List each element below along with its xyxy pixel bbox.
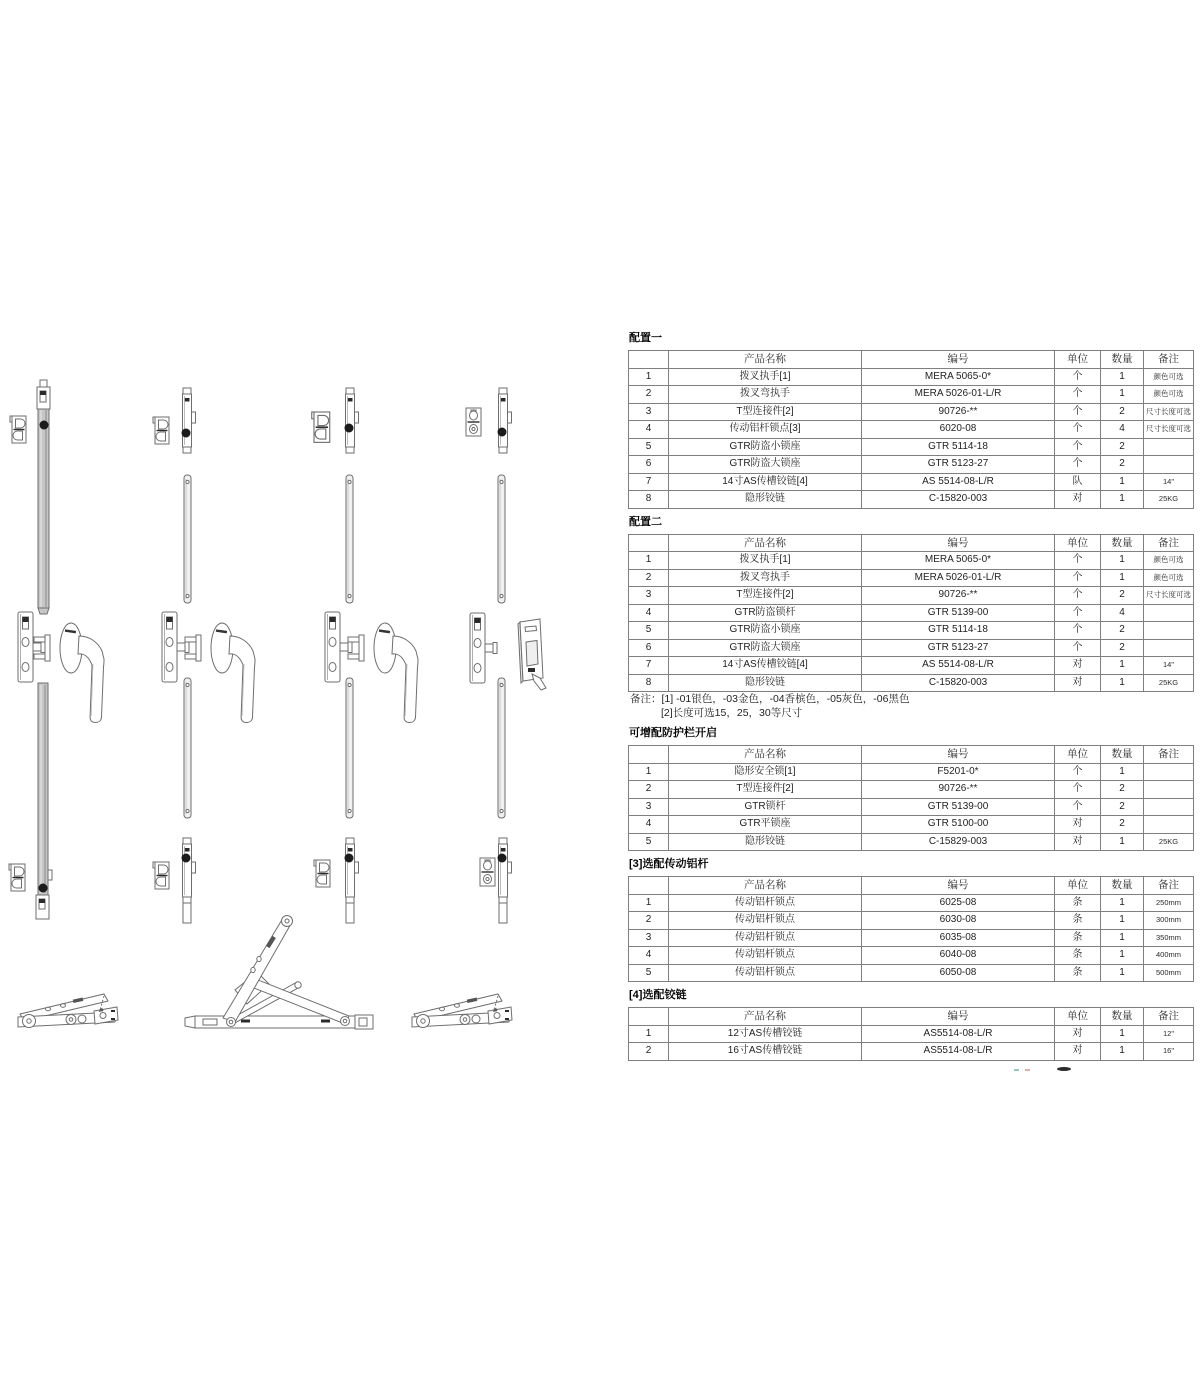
parts-table-optional-rod xyxy=(628,876,1194,982)
table-cell: 14" xyxy=(1144,657,1194,675)
table-cell: MERA 5065-0* xyxy=(862,552,1055,570)
table-cell: 个 xyxy=(1055,386,1101,404)
table-cell: 尺寸长度可选 xyxy=(1144,587,1194,605)
table-cell: 1 xyxy=(1101,894,1144,912)
table-cell: T型连接件[2] xyxy=(669,781,862,799)
table-cell: 2 xyxy=(629,781,669,799)
table-cell: 对 xyxy=(1055,491,1101,509)
table-cell: 5 xyxy=(629,833,669,851)
table-cell: 个 xyxy=(1055,421,1101,439)
table-row xyxy=(629,386,1194,404)
scan-artifact-dark xyxy=(1057,1067,1071,1071)
table-cell: 3 xyxy=(629,587,669,605)
hardware-drawings xyxy=(0,360,590,1100)
section-title: 可增配防护栏开启 xyxy=(629,727,717,739)
table-cell: 对 xyxy=(1055,833,1101,851)
table-cell: 传动铝杆锁点 xyxy=(669,894,862,912)
table-cell: 2 xyxy=(629,386,669,404)
table-cell: 传动铝杆锁点 xyxy=(669,912,862,930)
column-header: 产品名称 xyxy=(669,534,862,552)
table-cell: 25KG xyxy=(1144,491,1194,509)
table-cell: C-15820-003 xyxy=(862,674,1055,692)
table-cell: 16" xyxy=(1144,1043,1194,1061)
table-cell xyxy=(1144,639,1194,657)
table-cell: 拨叉执手[1] xyxy=(669,368,862,386)
lock-keeper-icon xyxy=(9,864,25,891)
table-cell: 12寸AS传槽铰链 xyxy=(669,1025,862,1043)
table-cell: 90726-** xyxy=(862,587,1055,605)
table-cell: 2 xyxy=(1101,622,1144,640)
table-cell: 350mm xyxy=(1144,929,1194,947)
table-cell: 6035-08 xyxy=(862,929,1055,947)
table-cell: 16寸AS传槽铰链 xyxy=(669,1043,862,1061)
table-cell xyxy=(1144,456,1194,474)
table-cell: 对 xyxy=(1055,674,1101,692)
parts-table-optional-hinge xyxy=(628,1007,1194,1061)
column-header: 产品名称 xyxy=(669,877,862,895)
lock-keeper-icon xyxy=(314,860,330,887)
table-cell: T型连接件[2] xyxy=(669,403,862,421)
table-row xyxy=(629,421,1194,439)
column-header: 单位 xyxy=(1055,534,1101,552)
table-cell xyxy=(1144,781,1194,799)
table-row xyxy=(629,622,1194,640)
espagnolette-icon xyxy=(499,838,512,903)
table-cell: GTR防盗小锁座 xyxy=(669,622,862,640)
table-row xyxy=(629,1025,1194,1043)
table-cell: 传动铝杆锁点 xyxy=(669,947,862,965)
connector-strip-icon xyxy=(346,678,353,818)
section-title: 配置一 xyxy=(629,332,662,344)
table-cell: 400mm xyxy=(1144,947,1194,965)
connector-strip-icon xyxy=(498,678,505,818)
connector-strip-icon xyxy=(346,475,353,603)
table-row xyxy=(629,929,1194,947)
column-header xyxy=(629,746,669,764)
section-title: [4]选配铰链 xyxy=(629,989,687,1001)
assembly-column-2 xyxy=(153,388,255,923)
table-cell: GTR锁杆 xyxy=(669,798,862,816)
parts-table-guard-rail xyxy=(628,745,1194,851)
table-cell xyxy=(1144,604,1194,622)
table-cell: 1 xyxy=(1101,947,1144,965)
table-cell: 对 xyxy=(1055,1043,1101,1061)
column-header xyxy=(629,351,669,369)
drive-rod-icon xyxy=(37,380,50,614)
table-cell: 颜色可选 xyxy=(1144,569,1194,587)
table-cell: GTR 5114-18 xyxy=(862,622,1055,640)
espagnolette-icon xyxy=(183,388,196,453)
section-guard-rail xyxy=(628,727,1194,851)
table-row xyxy=(629,587,1194,605)
column-header: 数量 xyxy=(1101,1008,1144,1026)
table-cell: 4 xyxy=(629,604,669,622)
column-header: 数量 xyxy=(1101,746,1144,764)
window-handle-icon xyxy=(185,623,255,723)
table-cell: 4 xyxy=(629,947,669,965)
table-cell: AS5514-08-L/R xyxy=(862,1025,1055,1043)
table-cell: 500mm xyxy=(1144,964,1194,982)
table-cell: 2 xyxy=(1101,798,1144,816)
table-cell: 7 xyxy=(629,657,669,675)
friction-hinge-folded-left-icon xyxy=(18,994,118,1028)
table-cell: 2 xyxy=(1101,456,1144,474)
column-header: 数量 xyxy=(1101,877,1144,895)
column-header: 备注 xyxy=(1144,746,1194,764)
column-header xyxy=(629,534,669,552)
section-config-1 xyxy=(628,332,1194,509)
column-header xyxy=(629,1008,669,1026)
lock-body-icon xyxy=(162,612,189,682)
table-cell: 1 xyxy=(1101,569,1144,587)
table-cell xyxy=(1144,438,1194,456)
table-row xyxy=(629,491,1194,509)
column-header: 单位 xyxy=(1055,1008,1101,1026)
header-row xyxy=(629,351,1194,369)
table-row xyxy=(629,894,1194,912)
table-cell: 12" xyxy=(1144,1025,1194,1043)
table-cell: 隐形铰链 xyxy=(669,674,862,692)
table-cell: 2 xyxy=(1101,403,1144,421)
table-cell: MERA 5026-01-L/R xyxy=(862,386,1055,404)
table-row xyxy=(629,473,1194,491)
column-header: 备注 xyxy=(1144,534,1194,552)
table-cell: 个 xyxy=(1055,763,1101,781)
table-cell: 3 xyxy=(629,403,669,421)
lock-keeper-icon xyxy=(466,408,481,436)
table-cell: 2 xyxy=(1101,587,1144,605)
table-cell: 个 xyxy=(1055,552,1101,570)
table-cell: 2 xyxy=(629,1043,669,1061)
table-row xyxy=(629,403,1194,421)
table-cell: 传动铝杆锁点 xyxy=(669,929,862,947)
table-cell: AS5514-08-L/R xyxy=(862,1043,1055,1061)
drive-rod-lower-icon xyxy=(36,683,52,919)
table-row xyxy=(629,657,1194,675)
table-cell: 4 xyxy=(1101,604,1144,622)
column-header: 编号 xyxy=(862,1008,1055,1026)
footnote-line: 备注：[1] -01银色，-03金色，-04香槟色，-05灰色，-06黑色 xyxy=(630,693,910,705)
espagnolette-icon xyxy=(346,388,359,453)
table-cell: 2 xyxy=(629,569,669,587)
table-cell: 个 xyxy=(1055,798,1101,816)
table-cell: 尺寸长度可选 xyxy=(1144,403,1194,421)
column-header: 备注 xyxy=(1144,351,1194,369)
table-cell: GTR 5123-27 xyxy=(862,639,1055,657)
table-cell: 5 xyxy=(629,622,669,640)
table-cell: F5201-0* xyxy=(862,763,1055,781)
table-cell: MERA 5026-01-L/R xyxy=(862,569,1055,587)
table-cell: C-15820-003 xyxy=(862,491,1055,509)
table-cell: 1 xyxy=(1101,964,1144,982)
connector-strip-icon xyxy=(184,475,191,603)
table-row xyxy=(629,912,1194,930)
table-cell: 尺寸长度可选 xyxy=(1144,421,1194,439)
table-cell: GTR防盗小锁座 xyxy=(669,438,862,456)
table-cell: 传动铝杆锁点 xyxy=(669,964,862,982)
table-cell: 拨叉弯执手 xyxy=(669,569,862,587)
lock-keeper-icon xyxy=(10,416,26,443)
table-row xyxy=(629,456,1194,474)
table-cell: 条 xyxy=(1055,947,1101,965)
lock-keeper-icon xyxy=(480,858,495,886)
table-row xyxy=(629,781,1194,799)
column-header: 单位 xyxy=(1055,877,1101,895)
table-cell: GTR 5123-27 xyxy=(862,456,1055,474)
assembly-column-4 xyxy=(466,388,546,923)
table-cell: 1 xyxy=(1101,473,1144,491)
table-cell: GTR防盗大锁座 xyxy=(669,456,862,474)
table-cell: 个 xyxy=(1055,587,1101,605)
table-cell: 1 xyxy=(1101,657,1144,675)
table-cell: 对 xyxy=(1055,657,1101,675)
table-cell: 隐形铰链 xyxy=(669,491,862,509)
table-row xyxy=(629,604,1194,622)
column-header: 备注 xyxy=(1144,1008,1194,1026)
table-cell: 拨叉执手[1] xyxy=(669,552,862,570)
table-cell: 6 xyxy=(629,639,669,657)
table-cell: GTR 5100-00 xyxy=(862,816,1055,834)
table-cell: 6 xyxy=(629,456,669,474)
footnotes xyxy=(630,693,1194,720)
connector-strip-icon xyxy=(184,678,191,818)
table-cell: 1 xyxy=(629,368,669,386)
parts-table-config-1 xyxy=(628,350,1194,509)
section-title: [3]选配传动铝杆 xyxy=(629,858,709,870)
table-cell xyxy=(1144,622,1194,640)
lock-body-icon xyxy=(18,612,45,682)
table-cell: 5 xyxy=(629,438,669,456)
table-cell: T型连接件[2] xyxy=(669,587,862,605)
column-header: 单位 xyxy=(1055,746,1101,764)
assembly-column-3 xyxy=(312,388,418,923)
table-cell: 1 xyxy=(629,1025,669,1043)
table-cell xyxy=(1144,816,1194,834)
scan-artifact-green xyxy=(1014,1069,1019,1071)
table-cell: 3 xyxy=(629,929,669,947)
header-row xyxy=(629,746,1194,764)
table-cell: 4 xyxy=(629,816,669,834)
table-cell: 1 xyxy=(1101,552,1144,570)
friction-hinge-folded-right-icon xyxy=(412,994,512,1028)
connector-strip-icon xyxy=(498,475,505,603)
table-cell: 个 xyxy=(1055,456,1101,474)
parts-table-config-2 xyxy=(628,534,1194,693)
table-cell: 1 xyxy=(1101,912,1144,930)
column-header: 数量 xyxy=(1101,534,1144,552)
table-row xyxy=(629,763,1194,781)
column-header: 编号 xyxy=(862,351,1055,369)
table-cell: 隐形安全锁[1] xyxy=(669,763,862,781)
column-header: 编号 xyxy=(862,534,1055,552)
table-cell: 个 xyxy=(1055,622,1101,640)
column-header: 编号 xyxy=(862,877,1055,895)
table-cell: GTR 5139-00 xyxy=(862,798,1055,816)
table-cell: 25KG xyxy=(1144,833,1194,851)
table-cell: 颜色可选 xyxy=(1144,368,1194,386)
table-cell: 个 xyxy=(1055,403,1101,421)
table-row xyxy=(629,438,1194,456)
column-header: 数量 xyxy=(1101,351,1144,369)
table-row xyxy=(629,569,1194,587)
table-cell: 1 xyxy=(1101,763,1144,781)
table-cell: 1 xyxy=(1101,1025,1144,1043)
table-cell: 1 xyxy=(1101,491,1144,509)
table-cell: 条 xyxy=(1055,964,1101,982)
table-cell: 250mm xyxy=(1144,894,1194,912)
table-cell: GTR防盗大锁座 xyxy=(669,639,862,657)
column-header: 产品名称 xyxy=(669,746,862,764)
table-cell: 1 xyxy=(1101,368,1144,386)
table-cell: 颜色可选 xyxy=(1144,386,1194,404)
table-row xyxy=(629,639,1194,657)
table-cell: 个 xyxy=(1055,781,1101,799)
table-cell: 1 xyxy=(1101,833,1144,851)
scan-artifact-red xyxy=(1025,1069,1030,1071)
table-cell: 2 xyxy=(629,912,669,930)
table-cell: GTR平锁座 xyxy=(669,816,862,834)
table-cell xyxy=(1144,763,1194,781)
table-cell: 4 xyxy=(1101,421,1144,439)
table-cell: AS 5514-08-L/R xyxy=(862,657,1055,675)
table-cell: 3 xyxy=(629,798,669,816)
table-cell: 个 xyxy=(1055,438,1101,456)
table-cell: 14寸AS传槽铰链[4] xyxy=(669,657,862,675)
table-cell: 队 xyxy=(1055,473,1101,491)
table-row xyxy=(629,368,1194,386)
table-cell: 条 xyxy=(1055,894,1101,912)
table-row xyxy=(629,1043,1194,1061)
table-cell: 对 xyxy=(1055,816,1101,834)
table-cell: 1 xyxy=(629,763,669,781)
column-header: 产品名称 xyxy=(669,1008,862,1026)
header-row xyxy=(629,1008,1194,1026)
column-header: 编号 xyxy=(862,746,1055,764)
footnote-line: [2]长度可选15，25，30等尺寸 xyxy=(661,706,803,719)
espagnolette-icon xyxy=(499,388,512,453)
column-header: 单位 xyxy=(1055,351,1101,369)
table-row xyxy=(629,816,1194,834)
table-cell: GTR 5139-00 xyxy=(862,604,1055,622)
table-cell: 个 xyxy=(1055,639,1101,657)
table-cell: 6025-08 xyxy=(862,894,1055,912)
lock-keeper-icon xyxy=(153,862,169,889)
table-cell: 2 xyxy=(1101,438,1144,456)
espagnolette-icon xyxy=(346,838,359,903)
column-header xyxy=(629,877,669,895)
table-cell: 5 xyxy=(629,964,669,982)
table-cell: 对 xyxy=(1055,1025,1101,1043)
table-cell: 90726-** xyxy=(862,781,1055,799)
table-cell: 隐形铰链 xyxy=(669,833,862,851)
table-cell: 1 xyxy=(1101,929,1144,947)
table-cell xyxy=(1144,798,1194,816)
column-header: 备注 xyxy=(1144,877,1194,895)
table-row xyxy=(629,964,1194,982)
table-cell: 1 xyxy=(1101,674,1144,692)
table-row xyxy=(629,833,1194,851)
table-cell: 个 xyxy=(1055,368,1101,386)
table-cell: 6050-08 xyxy=(862,964,1055,982)
column-header: 产品名称 xyxy=(669,351,862,369)
table-cell: 8 xyxy=(629,491,669,509)
table-cell: 300mm xyxy=(1144,912,1194,930)
table-cell: 2 xyxy=(1101,816,1144,834)
table-cell: 传动铝杆锁点[3] xyxy=(669,421,862,439)
header-row xyxy=(629,534,1194,552)
table-cell: C-15829-003 xyxy=(862,833,1055,851)
table-cell: 90726-** xyxy=(862,403,1055,421)
table-cell: AS 5514-08-L/R xyxy=(862,473,1055,491)
table-cell: 6020-08 xyxy=(862,421,1055,439)
lock-body-icon xyxy=(470,613,497,683)
table-cell: 7 xyxy=(629,473,669,491)
table-cell: 颜色可选 xyxy=(1144,552,1194,570)
table-cell: 拨叉弯执手 xyxy=(669,386,862,404)
table-cell: GTR 5114-18 xyxy=(862,438,1055,456)
table-cell: 14寸AS传槽铰链[4] xyxy=(669,473,862,491)
flush-handle-icon xyxy=(518,619,546,690)
table-cell: 1 xyxy=(1101,386,1144,404)
section-optional-hinge xyxy=(628,989,1194,1061)
section-title: 配置二 xyxy=(629,515,662,528)
table-cell: MERA 5065-0* xyxy=(862,368,1055,386)
table-cell: 2 xyxy=(1101,639,1144,657)
section-config-2 xyxy=(628,516,1194,721)
table-row xyxy=(629,552,1194,570)
lock-body-icon xyxy=(325,612,352,682)
header-row xyxy=(629,877,1194,895)
table-cell: 1 xyxy=(1101,1043,1144,1061)
table-cell: 8 xyxy=(629,674,669,692)
friction-hinge-open-icon xyxy=(185,916,373,1030)
lock-keeper-icon xyxy=(312,412,330,442)
table-cell: 25KG xyxy=(1144,674,1194,692)
window-handle-icon xyxy=(348,623,418,723)
section-optional-rod xyxy=(628,858,1194,982)
table-cell: 个 xyxy=(1055,569,1101,587)
table-cell: 4 xyxy=(629,421,669,439)
table-row xyxy=(629,798,1194,816)
table-cell: 1 xyxy=(629,552,669,570)
table-cell: 个 xyxy=(1055,604,1101,622)
lock-keeper-icon xyxy=(153,417,169,444)
espagnolette-icon xyxy=(183,838,196,903)
parts-tables-panel xyxy=(628,332,1194,1068)
table-cell: 14" xyxy=(1144,473,1194,491)
table-row xyxy=(629,947,1194,965)
table-cell: 2 xyxy=(1101,781,1144,799)
assembly-column-1 xyxy=(9,380,104,919)
table-row xyxy=(629,674,1194,692)
table-cell: 条 xyxy=(1055,929,1101,947)
table-cell: GTR防盗锁杆 xyxy=(669,604,862,622)
table-cell: 6040-08 xyxy=(862,947,1055,965)
table-cell: 6030-08 xyxy=(862,912,1055,930)
table-cell: 条 xyxy=(1055,912,1101,930)
table-cell: 1 xyxy=(629,894,669,912)
